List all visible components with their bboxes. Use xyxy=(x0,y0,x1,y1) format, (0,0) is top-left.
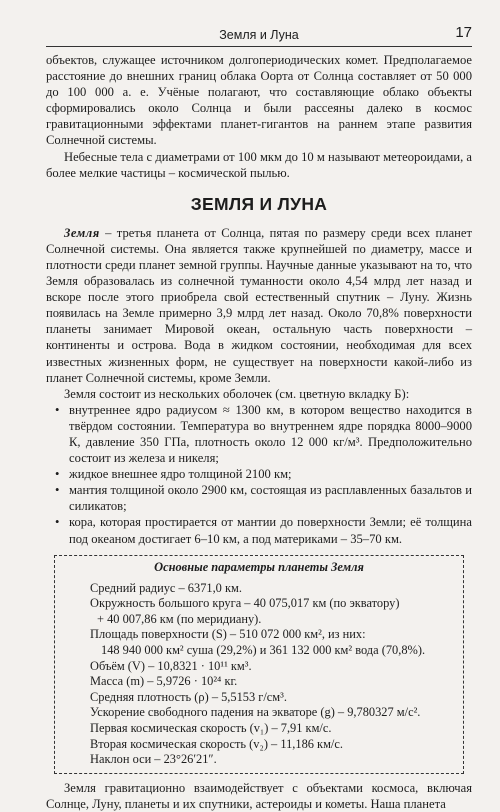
param-row: + 40 007,86 км (по меридиану). xyxy=(97,611,262,626)
param-row: Вторая космическая скорость (v₂) – 11,186 км/с. xyxy=(90,736,343,751)
param-row: Средняя плотность (ρ) – 5,5153 г/см³. xyxy=(90,689,287,704)
parameters-title: Основные параметры планеты Земля xyxy=(154,559,364,574)
section-heading: ЗЕМЛЯ И ЛУНА xyxy=(190,193,328,214)
page-body xyxy=(46,52,472,812)
earth-paragraph-2: Земля состоит из нескольких оболочек (см. цветную вкладку Б): xyxy=(64,386,410,401)
intro-paragraph-1: объектов, служащее источником долгопериодических комет. Предполагаемое расстояние до внешних границ облака Оорта от Солнца составляет от 50 000 до 100 000 а. е. Учёные полагают, что составляющие облако объекты сформировались около Солнца и были рассеяны далеко в космос гравитационными эффектами планет-гигантов на раннем этапе развития Солнечной системы. xyxy=(46,53,472,148)
list-item: • мантия толщиной около 2900 км, состоящая из расплавленных базальтов и силикатов; xyxy=(46,482,472,514)
param-row: Средний радиус – 6371,0 км. xyxy=(90,580,242,595)
running-title: Земля и Луна xyxy=(219,28,299,42)
earth-term: Земля xyxy=(64,225,100,240)
closing-paragraph: Земля гравитационно взаимодействует с объектами космоса, включая Солнце, Луну, планеты и их спутники, астероиды и кометы. Наша планета xyxy=(46,780,472,811)
param-row: Окружность большого круга – 40 075,017 км (по экватору) xyxy=(90,596,400,611)
running-header xyxy=(46,24,472,47)
parameters-box xyxy=(54,555,464,774)
param-row: Объём (V) – 10,8321 · 10¹¹ км³. xyxy=(90,658,252,673)
list-item: • кора, которая простирается от мантии до поверхности Земли; её толщина под океаном достигает 6–10 км, а под материками – 35–70 км. xyxy=(46,514,472,546)
list-item: • жидкое внешнее ядро толщиной 2100 км; xyxy=(46,466,472,482)
param-row: Ускорение свободного падения на экваторе (g) – 9,780327 м/с². xyxy=(90,705,421,720)
earth-layers-list xyxy=(46,402,472,547)
earth-paragraph-1-text: – третья планета от Солнца, пятая по размеру среди всех планет Солнечной системы. Она является также крупнейшей по диаметру, массе и плотности среди планет земной группы. Научные данные указывают на то, что Земля образовалась из солнечной туманности около 4,54 млрд лет назад и вскоре после этого приобрела свой естественный спутник – Луну. Жизнь появилась на Земле примерно 3,9 млрд лет назад. Около 70,8% поверхности планеты занимает Мировой океан, остальную часть поверхности – континенты и острова. Вода в жидком состоянии, необходимая для всех известных жизненных форм, не существует на поверхности какой-либо из планет Солнечной системы, кроме Земли. xyxy=(46,225,472,385)
param-row: 148 940 000 км² суша (29,2%) и 361 132 000 км² вода (70,8%). xyxy=(101,643,426,657)
param-row: Площадь поверхности (S) – 510 072 000 км², из них: xyxy=(90,627,366,642)
page-number: 17 xyxy=(455,24,472,41)
param-row: Первая космическая скорость (v₁) – 7,91 км/с. xyxy=(90,720,332,735)
list-item: • внутреннее ядро радиусом ≈ 1300 км, в котором вещество находится в твёрдом состоянии. Температура во внутреннем ядре порядка 8000–9000 К, давление 350 ГПа, плотность около 12 000 кг/м³. Предположительно состоит из железа и никеля; xyxy=(46,402,472,466)
earth-paragraph-1 xyxy=(46,225,472,386)
param-row: Масса (m) – 5,9726 · 10²⁴ кг. xyxy=(90,674,238,689)
param-row: Наклон оси – 23°26′21″. xyxy=(90,752,217,767)
intro-paragraph-2: Небесные тела с диаметрами от 100 мкм до 10 м называют метеороидами, а более мелкие частицы – космической пылью. xyxy=(46,149,472,180)
